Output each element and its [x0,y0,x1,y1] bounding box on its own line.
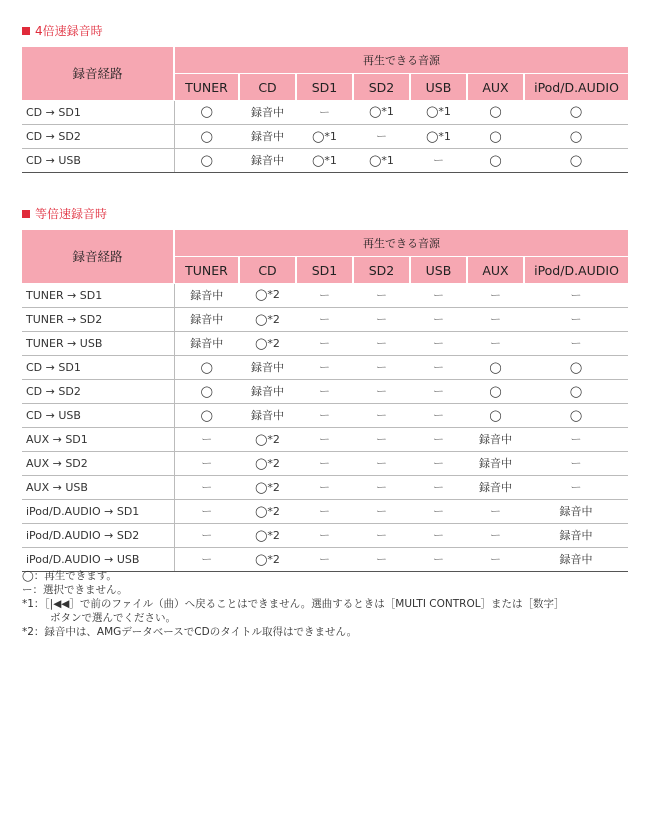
note-2: *2：録音中は、AMGデータベースでCDのタイトル取得はできません。 [22,626,358,638]
table-row [22,523,628,547]
route-cell: CD → USB [22,403,174,427]
status-cell: ◯ [467,403,524,427]
status-cell: ◯ [174,100,239,124]
column-header: CD [239,74,296,101]
status-cell: ー [296,523,353,547]
route-cell: CD → SD1 [22,100,174,124]
status-cell: ◯ [467,100,524,124]
status-cell: 録音中 [239,100,296,124]
status-cell: ー [296,451,353,475]
recording-table-1x [22,230,628,572]
status-cell: ー [353,427,410,451]
status-cell: ◯ [467,148,524,172]
note-circle: ◯：再生できます。 [22,570,117,582]
status-cell: ◯ [467,355,524,379]
status-cell: 録音中 [524,547,628,571]
status-cell: ◯ [174,124,239,148]
route-cell: TUNER → SD1 [22,283,174,307]
status-cell: ー [467,523,524,547]
column-header: TUNER [174,74,239,101]
table-row [22,403,628,427]
status-cell: ー [353,283,410,307]
status-cell: ー [296,475,353,499]
status-cell: 録音中 [174,331,239,355]
status-cell: ー [174,427,239,451]
status-cell: ー [410,547,467,571]
status-cell: ◯ [467,379,524,403]
table-row [22,499,628,523]
status-cell: ◯*1 [353,148,410,172]
route-cell: CD → SD2 [22,379,174,403]
recording-table-4x [22,47,628,173]
status-cell: ◯ [174,403,239,427]
status-cell: 録音中 [467,451,524,475]
status-cell: 録音中 [239,403,296,427]
status-cell: ー [296,427,353,451]
status-cell: ー [296,283,353,307]
column-header: SD2 [353,257,410,284]
route-header: 録音経路 [22,47,174,100]
route-cell: iPod/D.AUDIO → SD2 [22,523,174,547]
status-cell: ◯*1 [410,124,467,148]
status-cell: ◯*2 [239,331,296,355]
status-cell: ー [410,283,467,307]
status-cell: ー [353,451,410,475]
square-bullet-icon [22,27,30,35]
note-1-continued: ボタンで選んでください。 [50,612,176,624]
section-title-1x [22,205,107,222]
status-cell: ◯ [524,379,628,403]
table-body [22,283,628,571]
status-cell: ー [296,355,353,379]
status-cell: 録音中 [239,355,296,379]
status-cell: 録音中 [239,124,296,148]
status-cell: ー [467,499,524,523]
route-cell: iPod/D.AUDIO → USB [22,547,174,571]
status-cell: ー [410,451,467,475]
status-cell: ◯*2 [239,523,296,547]
table-row [22,451,628,475]
column-header: USB [410,257,467,284]
status-cell: ー [353,355,410,379]
table-row [22,100,628,124]
status-cell: 録音中 [239,148,296,172]
table-row [22,124,628,148]
status-cell: ◯*2 [239,547,296,571]
status-cell: ◯ [467,124,524,148]
table-row [22,148,628,172]
table-row [22,283,628,307]
status-cell: 録音中 [467,427,524,451]
status-cell: ◯*2 [239,475,296,499]
status-cell: ◯ [174,379,239,403]
status-cell: ◯ [524,124,628,148]
route-cell: CD → SD1 [22,355,174,379]
status-cell: ー [353,523,410,547]
status-cell: ー [410,148,467,172]
status-cell: ー [467,547,524,571]
status-cell: ー [174,451,239,475]
status-cell: ー [174,475,239,499]
status-cell: ー [410,499,467,523]
sources-header: 再生できる音源 [174,230,628,257]
status-cell: ー [296,547,353,571]
status-cell: ー [410,475,467,499]
route-cell: TUNER → SD2 [22,307,174,331]
note-1: *1：［|◀◀］で前のファイル（曲）へ戻ることはできません。選曲するときは［MULTI CONTROL］または［数字］ [22,598,565,610]
section-title-4x [22,22,103,39]
table-row [22,355,628,379]
table-row [22,427,628,451]
status-cell: ー [296,379,353,403]
status-cell: ー [296,403,353,427]
status-cell: 録音中 [467,475,524,499]
route-cell: iPod/D.AUDIO → SD1 [22,499,174,523]
column-header: SD1 [296,257,353,284]
status-cell: ー [524,331,628,355]
route-cell: CD → SD2 [22,124,174,148]
status-cell: ー [410,331,467,355]
status-cell: ー [296,499,353,523]
status-cell: ー [353,499,410,523]
status-cell: ◯*2 [239,499,296,523]
status-cell: ー [410,355,467,379]
status-cell: ー [524,475,628,499]
status-cell: ◯ [524,403,628,427]
status-cell: ◯*2 [239,451,296,475]
status-cell: ー [467,283,524,307]
status-cell: 録音中 [239,379,296,403]
sources-header: 再生できる音源 [174,47,628,74]
section-title-text: 等倍速録音時 [35,207,108,221]
table-row [22,379,628,403]
table-row [22,547,628,571]
route-cell: AUX → USB [22,475,174,499]
status-cell: ◯*2 [239,427,296,451]
status-cell: ◯ [524,355,628,379]
table-row [22,307,628,331]
status-cell: ◯ [174,355,239,379]
column-header: USB [410,74,467,101]
status-cell: ◯*1 [410,100,467,124]
status-cell: ー [410,379,467,403]
column-header: CD [239,257,296,284]
column-header: SD2 [353,74,410,101]
route-cell: AUX → SD2 [22,451,174,475]
status-cell: ー [353,379,410,403]
status-cell: ー [296,307,353,331]
route-cell: TUNER → USB [22,331,174,355]
status-cell: ー [410,523,467,547]
status-cell: ー [524,427,628,451]
status-cell: ◯ [174,148,239,172]
status-cell: ー [467,307,524,331]
status-cell: ー [467,331,524,355]
status-cell: ー [410,403,467,427]
status-cell: ◯ [524,100,628,124]
route-cell: CD → USB [22,148,174,172]
route-cell: AUX → SD1 [22,427,174,451]
square-bullet-icon [22,210,30,218]
column-header: SD1 [296,74,353,101]
table-row [22,475,628,499]
status-cell: ー [353,331,410,355]
status-cell: ◯ [524,148,628,172]
column-header: TUNER [174,257,239,284]
status-cell: ◯*2 [239,307,296,331]
status-cell: ー [524,451,628,475]
status-cell: 録音中 [524,499,628,523]
status-cell: ◯*1 [296,148,353,172]
status-cell: ー [353,403,410,427]
status-cell: 録音中 [524,523,628,547]
status-cell: ー [296,100,353,124]
status-cell: ◯*1 [353,100,410,124]
status-cell: ー [410,307,467,331]
status-cell: 録音中 [174,307,239,331]
column-header: AUX [467,257,524,284]
status-cell: ◯*2 [239,283,296,307]
route-header: 録音経路 [22,230,174,283]
status-cell: ー [174,499,239,523]
table-body [22,100,628,172]
status-cell: ー [174,547,239,571]
status-cell: ー [524,283,628,307]
status-cell: ー [353,547,410,571]
status-cell: ◯*1 [296,124,353,148]
footnotes [22,569,628,639]
status-cell: 録音中 [174,283,239,307]
status-cell: ー [410,427,467,451]
status-cell: ー [353,307,410,331]
status-cell: ー [174,523,239,547]
note-dash: ー：選択できません。 [22,584,128,596]
status-cell: ー [353,475,410,499]
status-cell: ー [524,307,628,331]
column-header: iPod/D.AUDIO [524,257,628,284]
section-title-text: 4倍速録音時 [35,24,103,38]
status-cell: ー [353,124,410,148]
table-row [22,331,628,355]
column-header: AUX [467,74,524,101]
column-header: iPod/D.AUDIO [524,74,628,101]
status-cell: ー [296,331,353,355]
